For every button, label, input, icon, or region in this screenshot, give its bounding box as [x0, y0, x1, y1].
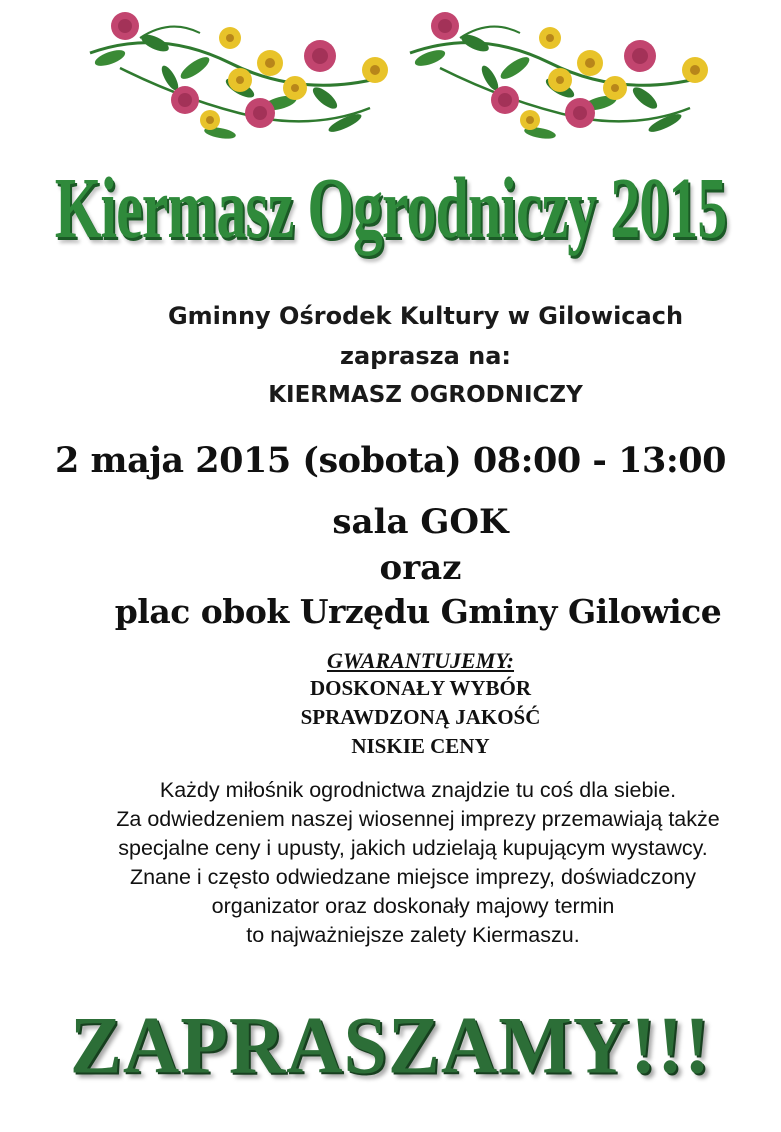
invitation-line: zaprasza na:	[339, 342, 512, 370]
venue-line: sala GOK	[332, 502, 509, 542]
event-date-time: 2 maja 2015 (sobota) 08:00 - 13:00	[55, 440, 726, 481]
guarantee-item: DOSKONAŁY WYBÓR	[309, 676, 532, 700]
guarantee-item: NISKIE CENY	[351, 734, 490, 758]
description-line: organizator oraz doskonały majowy termin	[211, 894, 615, 918]
event-name: KIERMASZ OGRODNICZY	[268, 382, 583, 408]
description-line: Za odwiedzeniem naszej wiosennej imprezy przemawiają także	[116, 807, 720, 831]
flower-garland	[90, 12, 388, 141]
description-line: to najważniejsze zalety Kiermaszu.	[246, 923, 580, 947]
description-line: Znane i często odwiedzane miejsce imprezy, doświadczony	[129, 865, 697, 889]
flower-garland	[410, 12, 708, 141]
organizer-name: Gminny Ośrodek Kultury w Gilowicach	[167, 302, 684, 330]
venue-line: oraz	[379, 548, 462, 588]
description-line: specjalne ceny i upusty, jakich udzielają kupującym wystawcy.	[118, 836, 708, 860]
closing-invitation: ZAPRASZAMY!!!	[69, 998, 712, 1091]
guarantee-item: SPRAWDZONĄ JAKOŚĆ	[300, 705, 541, 729]
poster-title: Kiermasz Ogrodniczy 2015	[54, 160, 727, 256]
description-paragraph	[0, 776, 781, 950]
venue-line: plac obok Urzędu Gminy Gilowice	[114, 592, 722, 631]
guarantee-heading: GWARANTUJEMY:	[326, 648, 515, 673]
description-line: Każdy miłośnik ogrodnictwa znajdzie tu coś dla siebie.	[159, 778, 677, 802]
